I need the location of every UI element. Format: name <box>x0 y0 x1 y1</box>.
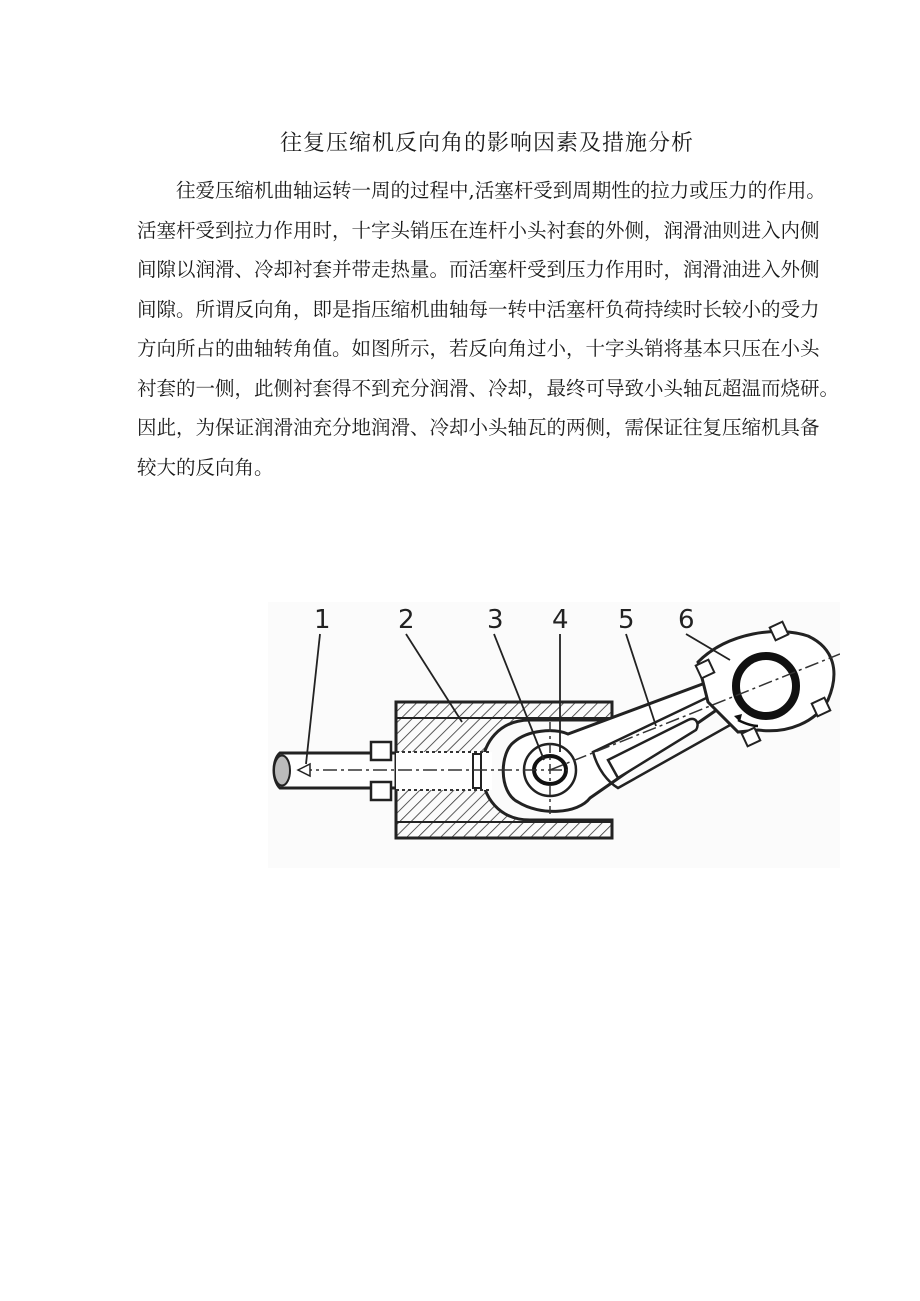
paragraph-line: 方向所占的曲轴转角值。如图所示，若反向角过小，十字头销将基本只压在小头 <box>137 337 820 360</box>
figure-label-6: 6 <box>678 605 695 635</box>
paragraph-line: 较大的反向角。 <box>137 455 274 479</box>
figure-label-4: 4 <box>552 605 569 635</box>
figure-label-5: 5 <box>618 605 635 635</box>
paragraph-line: 间隙以润滑、冷却衬套并带走热量。而活塞杆受到压力作用时，润滑油进入外侧 <box>137 258 820 281</box>
figure-label-3: 3 <box>487 605 504 635</box>
paragraph-line: 往爱压缩机曲轴运转一周的过程中,活塞杆受到周期性的拉力或压力的作用。 <box>176 179 826 202</box>
crosshead-diagram-svg <box>268 602 840 868</box>
figure-label-1: 1 <box>314 605 331 635</box>
figure-label-2: 2 <box>398 605 415 635</box>
page-title: 往复压缩机反向角的影响因素及措施分析 <box>279 131 694 156</box>
crosshead-diagram <box>268 602 840 868</box>
body-paragraph <box>137 171 840 487</box>
paragraph-line: 衬套的一侧，此侧衬套得不到充分润滑、冷却，最终可导致小头轴瓦超温而烧研。 <box>137 376 840 400</box>
paragraph-line: 因此，为保证润滑油充分地润滑、冷却小头轴瓦的两侧，需保证往复压缩机具备 <box>137 416 820 439</box>
paragraph-line: 活塞杆受到拉力作用时，十字头销压在连杆小头衬套的外侧，润滑油则进入内侧 <box>137 218 820 242</box>
paragraph-line: 间隙。所谓反向角，即是指压缩机曲轴每一转中活塞杆负荷持续时长较小的受力 <box>137 297 820 321</box>
